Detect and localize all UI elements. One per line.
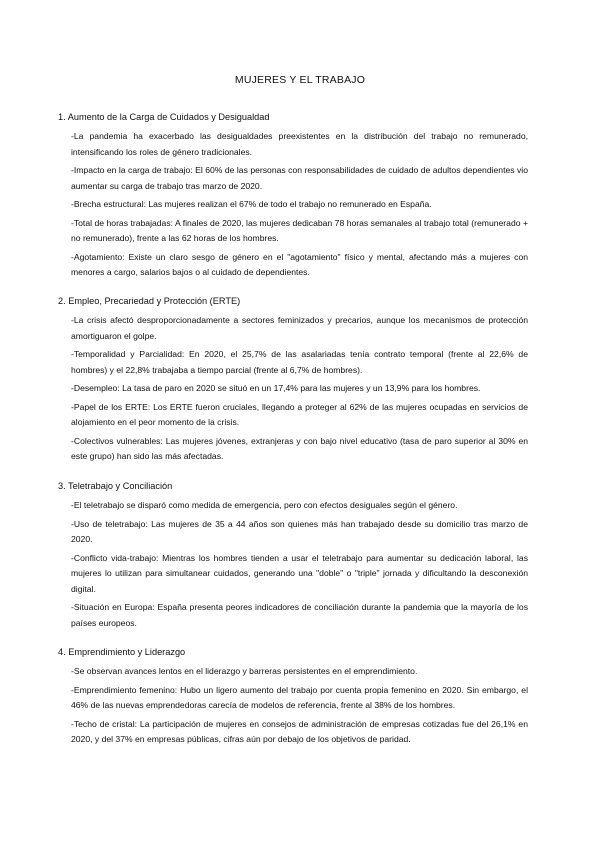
- bullet-item: -Total de horas trabajadas: A finales de 2020, las mujeres dedicaban 78 horas semanales al trabajo total (remunerado + no remunerado), frente a las 62 horas de los hombres.: [71, 217, 528, 243]
- section-empleo: [58, 295, 528, 468]
- bullet-item: -El teletrabajo se disparó como medida de emergencia, pero con efectos desiguales según el género.: [71, 500, 458, 510]
- section-heading: 2. Empleo, Precariedad y Protección (ERTE): [58, 296, 241, 306]
- section-heading: 1. Aumento de la Carga de Cuidados y Desigualdad: [58, 112, 270, 122]
- bullet-item: -Conflicto vida-trabajo: Mientras los hombres tienden a usar el teletrabajo para aumentar su dedicación laboral, las mujeres lo utilizan para simultanear cuidados, generando una "doble" o "triple" jornada y dificultando la desconexión digital.: [71, 552, 528, 594]
- bullet-item: -Agotamiento: Existe un claro sesgo de género en el "agotamiento" físico y mental, afectando más a mujeres con menores a cargo, salarios bajos o al cuidado de dependientes.: [71, 251, 528, 277]
- bullet-item: -Se observan avances lentos en el liderazgo y barreras persistentes en el emprendimiento.: [71, 666, 418, 676]
- section-teletrabajo: [58, 480, 528, 634]
- section-emprendimiento: [58, 646, 528, 751]
- bullet-item: -La pandemia ha exacerbado las desigualdades preexistentes en la distribución del trabajo no remunerado, intensificando los roles de género tradicionales.: [71, 131, 528, 157]
- bullet-item: -Impacto en la carga de trabajo: El 60% de las personas con responsabilidades de cuidado de adultos dependientes vio aumentar su carga de trabajo tras marzo de 2020.: [71, 165, 528, 191]
- bullet-item: -La crisis afectó desproporcionadamente a sectores feminizados y precarios, aunque los mecanismos de protección amortiguaron el golpe.: [71, 315, 528, 341]
- section-heading: 4. Emprendimiento y Liderazgo: [58, 647, 186, 657]
- bullet-item: -Papel de los ERTE: Los ERTE fueron cruciales, llegando a proteger al 62% de las mujeres ocupadas en servicios de alojamiento en el peor momento de la crisis.: [71, 401, 528, 427]
- bullet-item: -Situación en Europa: España presenta peores indicadores de conciliación durante la pandemia que la mayoría de los países europeos.: [71, 602, 528, 628]
- bullet-item: -Techo de cristal: La participación de mujeres en consejos de administración de empresas cotizadas fue del 26,1% en 2020, y del 37% en empresas públicas, cifras aún por debajo de los objetivos de paridad.: [71, 718, 528, 744]
- bullet-item: -Uso de teletrabajo: Las mujeres de 35 a 44 años son quienes más han trabajado desde su domicilio tras marzo de 2020.: [71, 518, 528, 544]
- section-carga-cuidados: [58, 111, 528, 284]
- bullet-item: -Emprendimiento femenino: Hubo un ligero aumento del trabajo por cuenta propia femenino en 2020. Sin embargo, el 46% de las nuevas emprendedoras carecía de modelos de referencia, frente al 38% de los hombres.: [71, 684, 528, 710]
- page-title: MUJERES Y EL TRABAJO: [234, 74, 366, 86]
- section-heading: 3. Teletrabajo y Conciliación: [58, 481, 173, 491]
- bullet-item: -Temporalidad y Parcialidad: En 2020, el 25,7% de las asalariadas tenía contrato temporal (frente al 22,6% de hombres) y el 22,8% trabajaba a tiempo parcial (frente al 6,7% de hombres).: [71, 349, 528, 375]
- bullet-item: -Colectivos vulnerables: Las mujeres jóvenes, extranjeras y con bajo nivel educativo (tasa de paro superior al 30% en este grupo) han sido las más afectadas.: [71, 435, 528, 461]
- bullet-item: -Brecha estructural: Las mujeres realizan el 67% de todo el trabajo no remunerado en España.: [71, 199, 432, 209]
- bullet-item: -Desempleo: La tasa de paro en 2020 se situó en un 17,4% para las mujeres y un 13,9% para los hombres.: [71, 383, 481, 393]
